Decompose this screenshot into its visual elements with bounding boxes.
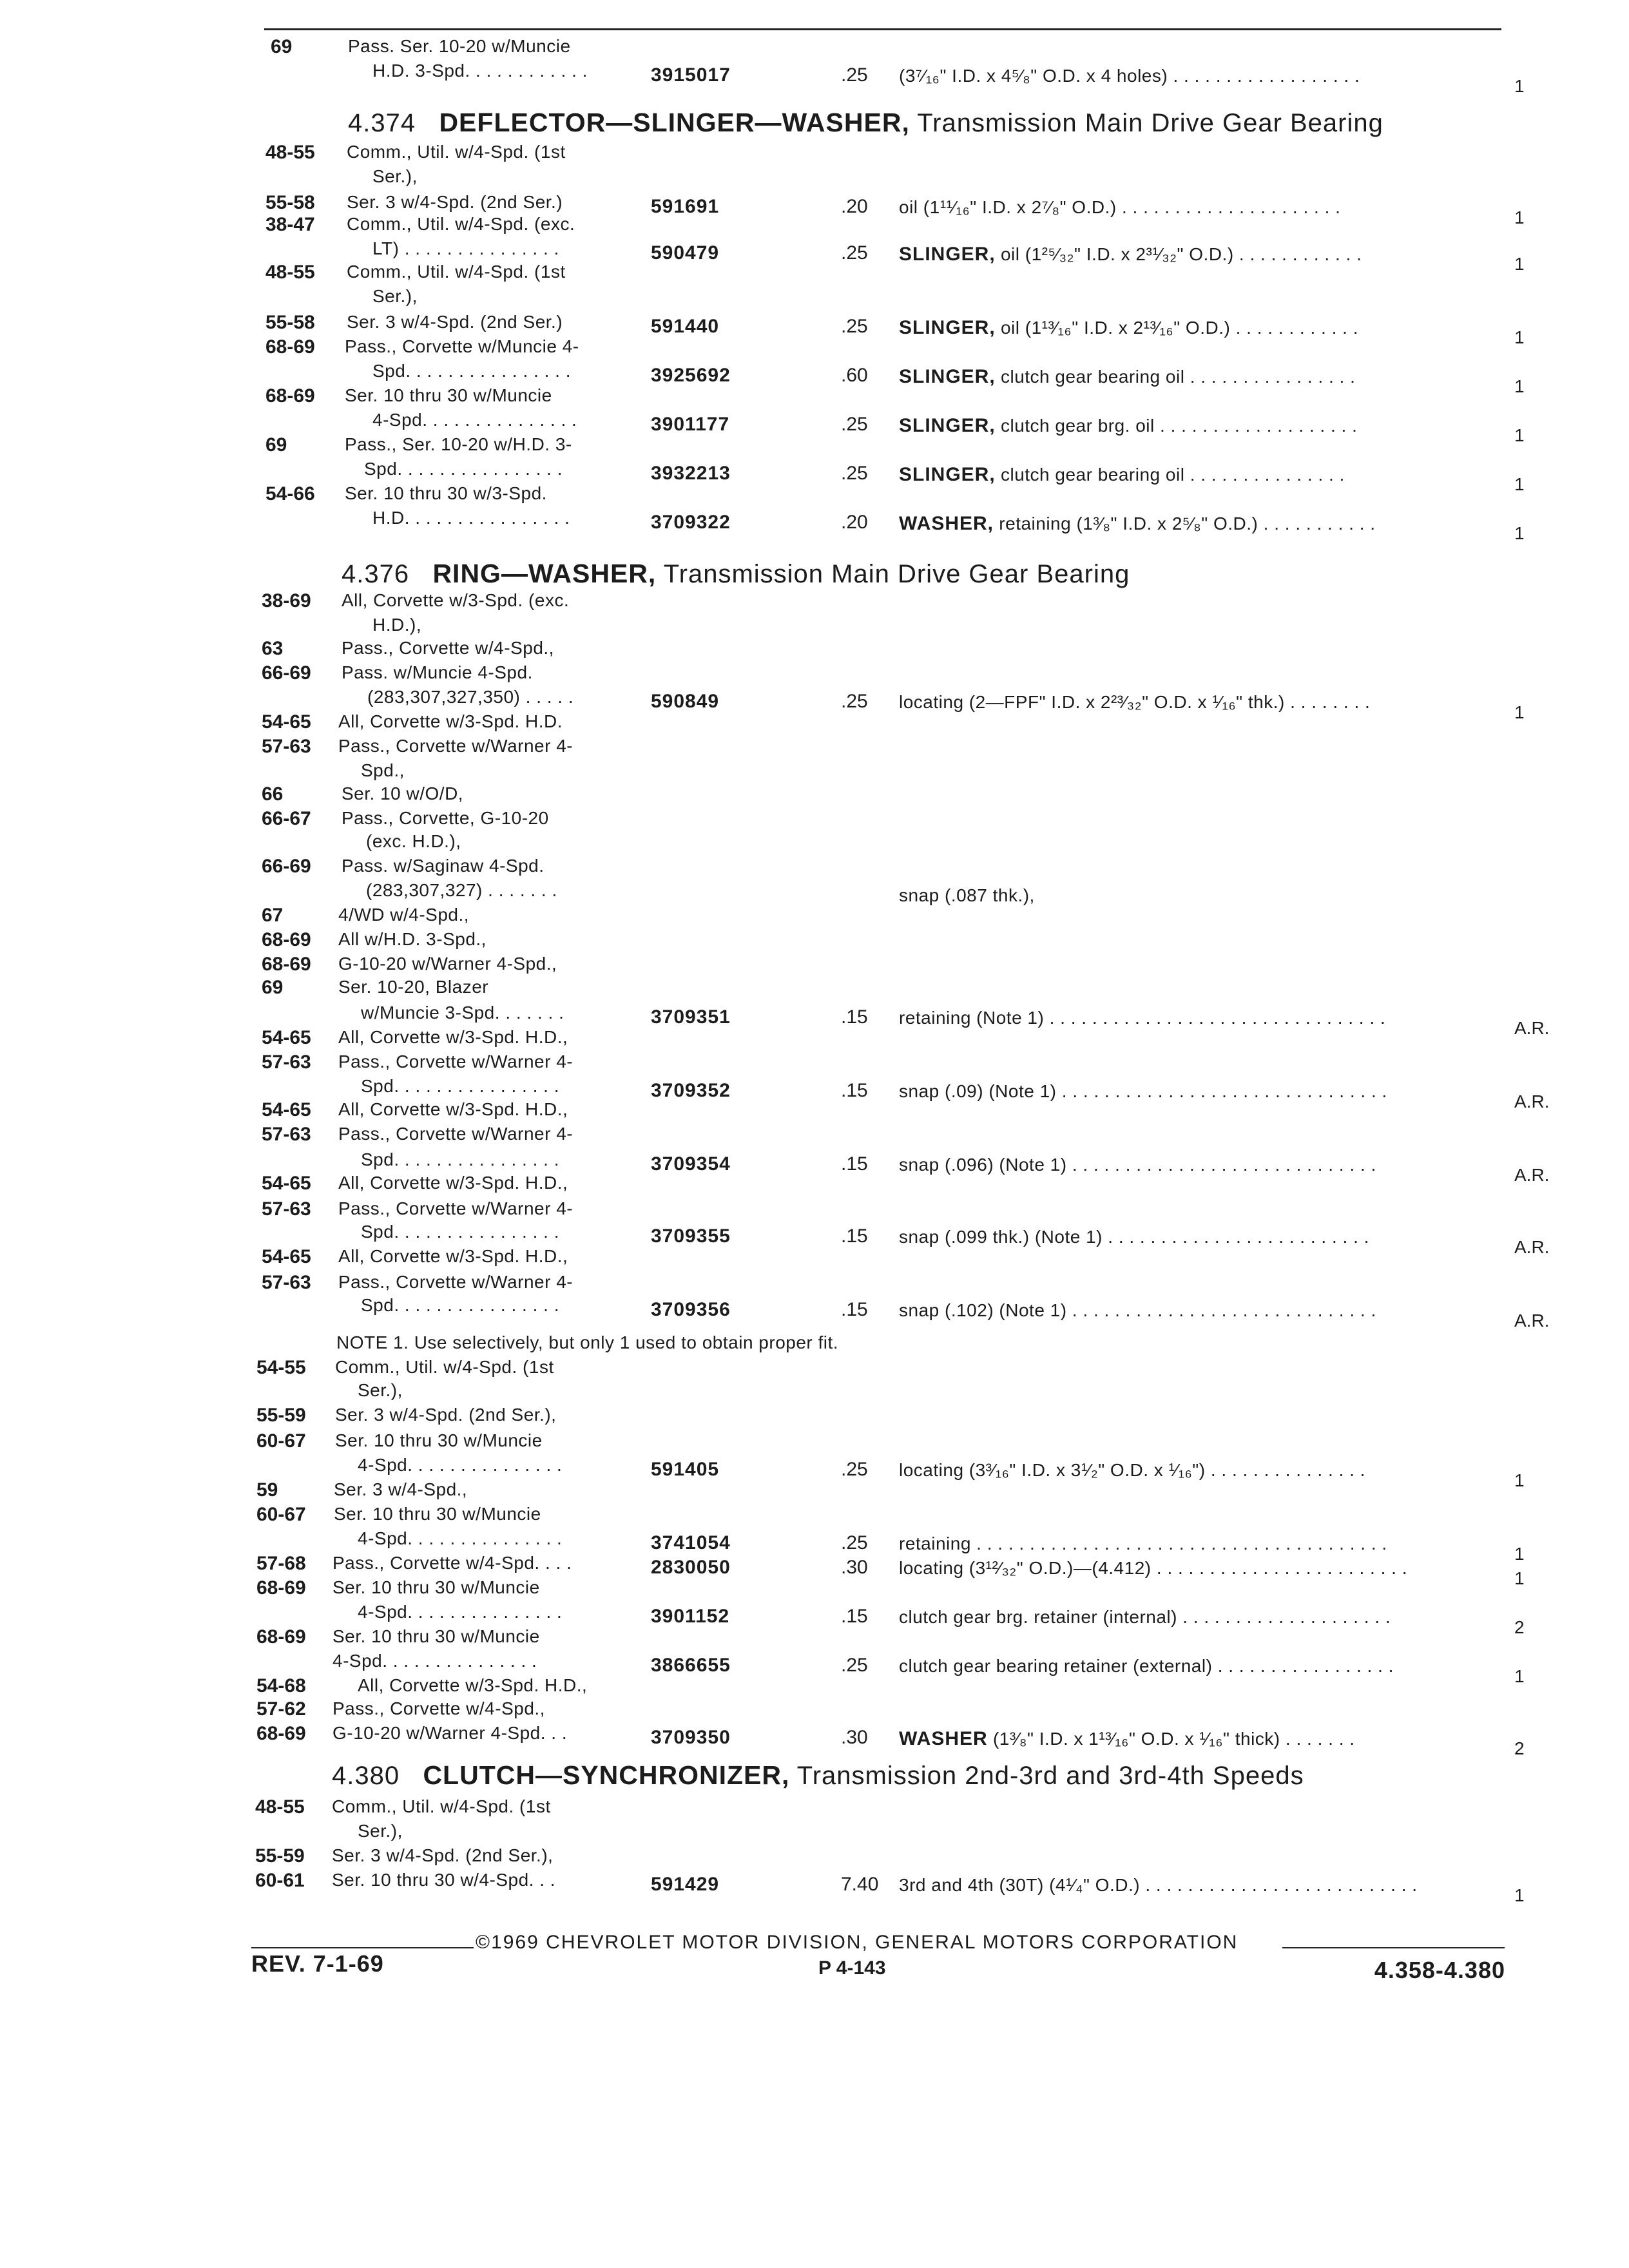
application-desc: All, Corvette w/3-Spd. H.D. bbox=[338, 711, 563, 731]
application-desc: All, Corvette w/3-Spd. H.D., bbox=[338, 1099, 568, 1119]
application-desc: 4-Spd. . . . . . . . . . . . . . . bbox=[333, 1651, 537, 1671]
application-desc: LT) . . . . . . . . . . . . . . . bbox=[372, 238, 559, 258]
quantity: 1 bbox=[1514, 207, 1525, 227]
application-desc: w/Muncie 3-Spd. . . . . . . bbox=[361, 1003, 564, 1023]
part-name: SLINGER, bbox=[899, 244, 996, 265]
part-name: WASHER bbox=[899, 1728, 988, 1749]
price: .25 bbox=[841, 242, 868, 264]
application-desc: Pass., Corvette w/4-Spd. . . . bbox=[333, 1553, 572, 1573]
application-desc: Comm., Util. w/4-Spd. (1st bbox=[335, 1357, 554, 1377]
part-number: 3709356 bbox=[651, 1299, 731, 1320]
quantity: 1 bbox=[1514, 254, 1525, 274]
application-desc: H.D. 3-Spd. . . . . . . . . . . . bbox=[372, 61, 588, 81]
quantity: 1 bbox=[1514, 702, 1525, 722]
part-number: 3925692 bbox=[651, 365, 731, 386]
application-desc: Comm., Util. w/4-Spd. (1st bbox=[347, 142, 566, 162]
model-years: 66-69 bbox=[262, 856, 311, 877]
price: .30 bbox=[841, 1727, 868, 1748]
model-years: 68-69 bbox=[262, 929, 311, 950]
part-number: 3866655 bbox=[651, 1655, 731, 1676]
quantity: 2 bbox=[1514, 1617, 1525, 1637]
section-number: 4.376 bbox=[342, 560, 410, 588]
price: .25 bbox=[841, 691, 868, 712]
part-name: SLINGER, bbox=[899, 366, 996, 387]
part-description bbox=[899, 1156, 1376, 1174]
part-name: SLINGER, bbox=[899, 317, 996, 338]
part-detail: snap (.09) (Note 1) . . . . . . . . . . . . . . . . . . . . . . . . . . . . . . . bbox=[899, 1081, 1387, 1101]
part-description bbox=[899, 1657, 1394, 1675]
model-years: 67 bbox=[262, 905, 284, 926]
application-desc: 4/WD w/4-Spd., bbox=[338, 905, 470, 925]
part-number: 3932213 bbox=[651, 463, 731, 484]
application-desc: Pass. w/Muncie 4-Spd. bbox=[342, 662, 533, 682]
application-desc: Spd., bbox=[361, 760, 405, 780]
model-years: 48-55 bbox=[265, 262, 315, 283]
model-years: 69 bbox=[262, 977, 284, 998]
application-desc: G-10-20 w/Warner 4-Spd., bbox=[338, 954, 557, 974]
price: .25 bbox=[841, 414, 868, 435]
model-years: 57-63 bbox=[262, 736, 311, 757]
part-description bbox=[899, 693, 1370, 711]
model-years: 38-69 bbox=[262, 590, 311, 611]
price: .15 bbox=[841, 1153, 868, 1175]
model-years: 66-67 bbox=[262, 808, 311, 829]
application-desc: All w/H.D. 3-Spd., bbox=[338, 929, 487, 949]
part-description bbox=[899, 514, 1376, 533]
part-description bbox=[899, 887, 1035, 905]
part-number: 3709350 bbox=[651, 1727, 731, 1748]
application-desc: Ser. 10-20, Blazer bbox=[338, 977, 489, 997]
model-years: 55-58 bbox=[265, 192, 315, 213]
application-desc: Spd. . . . . . . . . . . . . . . . bbox=[361, 1149, 559, 1169]
application-desc: Comm., Util. w/4-Spd. (1st bbox=[332, 1796, 551, 1816]
part-number: 3709322 bbox=[651, 512, 731, 533]
model-years: 54-65 bbox=[262, 1027, 311, 1048]
model-years: 38-47 bbox=[265, 214, 315, 235]
part-description bbox=[899, 416, 1357, 436]
price: .15 bbox=[841, 1225, 868, 1247]
part-detail: (1³⁄₈" I.D. x 1¹³⁄₁₆" O.D. x ¹⁄₁₆" thick) . . . . . . . bbox=[987, 1729, 1355, 1749]
quantity: 1 bbox=[1514, 523, 1525, 543]
model-years: 55-58 bbox=[265, 312, 315, 333]
part-number: 3901152 bbox=[651, 1606, 730, 1627]
application-desc: Ser. 10 thru 30 w/4-Spd. . . bbox=[332, 1870, 556, 1890]
part-detail: retaining . . . . . . . . . . . . . . . . . . . . . . . . . . . . . . . . . . . . . . . bbox=[899, 1533, 1387, 1553]
section-title: Transmission Main Drive Gear Bearing bbox=[909, 109, 1383, 137]
application-desc: Pass., Corvette w/Warner 4- bbox=[338, 1124, 574, 1144]
part-number: 590849 bbox=[651, 691, 720, 712]
application-desc: Pass., Corvette w/4-Spd., bbox=[342, 638, 554, 658]
quantity: A.R. bbox=[1514, 1237, 1550, 1257]
part-name: SLINGER, bbox=[899, 464, 996, 485]
price: .25 bbox=[841, 463, 868, 484]
section-title: Transmission Main Drive Gear Bearing bbox=[656, 560, 1130, 588]
part-number: 3709351 bbox=[651, 1006, 731, 1028]
application-desc: Spd. . . . . . . . . . . . . . . . bbox=[361, 1295, 559, 1315]
part-description bbox=[899, 367, 1355, 387]
part-description bbox=[899, 67, 1360, 85]
model-years: 54-68 bbox=[256, 1675, 306, 1696]
price: .30 bbox=[841, 1557, 868, 1578]
part-detail: clutch gear brg. retainer (internal) . . . . . . . . . . . . . . . . . . . . bbox=[899, 1607, 1391, 1627]
application-desc: All, Corvette w/3-Spd. (exc. bbox=[342, 590, 570, 610]
price: .25 bbox=[841, 1459, 868, 1480]
price: .25 bbox=[841, 1532, 868, 1553]
part-number: 2830050 bbox=[651, 1557, 731, 1578]
part-number: 591405 bbox=[651, 1459, 720, 1480]
quantity: A.R. bbox=[1514, 1091, 1550, 1111]
application-desc: Ser. 3 w/4-Spd. (2nd Ser.) bbox=[347, 312, 563, 332]
application-desc: Pass., Ser. 10-20 w/H.D. 3- bbox=[345, 434, 572, 454]
part-detail: clutch gear bearing oil . . . . . . . . . . . . . . . bbox=[995, 465, 1345, 485]
quantity: 1 bbox=[1514, 76, 1525, 96]
part-detail: locating (2—FPF" I.D. x 2²³⁄₃₂" O.D. x ¹⁄₁₆" thk.) . . . . . . . . bbox=[899, 692, 1371, 712]
part-number: 3709354 bbox=[651, 1153, 731, 1175]
price: .25 bbox=[841, 316, 868, 337]
model-years: 69 bbox=[265, 434, 287, 456]
application-desc: Pass., Corvette w/4-Spd., bbox=[333, 1698, 545, 1718]
part-detail: clutch gear brg. oil . . . . . . . . . . . . . . . . . . . bbox=[995, 416, 1358, 436]
application-desc: (283,307,327,350) . . . . . bbox=[367, 687, 574, 707]
section-range: 4.358-4.380 bbox=[1374, 1957, 1505, 1983]
part-description bbox=[899, 1302, 1376, 1320]
quantity: 1 bbox=[1514, 474, 1525, 494]
part-name: WASHER, bbox=[899, 513, 994, 534]
part-description bbox=[899, 245, 1362, 264]
part-number: 590479 bbox=[651, 242, 720, 264]
application-desc: Ser. 10 thru 30 w/Muncie bbox=[333, 1626, 540, 1646]
application-desc: Ser.), bbox=[372, 286, 418, 306]
application-desc: Ser. 3 w/4-Spd. (2nd Ser.), bbox=[335, 1405, 557, 1425]
application-desc: Ser. 10 thru 30 w/3-Spd. bbox=[345, 483, 547, 503]
model-years: 54-65 bbox=[262, 1173, 311, 1194]
quantity: 2 bbox=[1514, 1738, 1525, 1758]
footer-rule-left bbox=[251, 1947, 474, 1948]
application-desc: Pass., Corvette w/Warner 4- bbox=[338, 1272, 574, 1292]
application-desc: Spd. . . . . . . . . . . . . . . . bbox=[361, 1076, 559, 1096]
application-desc: Comm., Util. w/4-Spd. (exc. bbox=[347, 214, 575, 234]
copyright: ©1969 CHEVROLET MOTOR DIVISION, GENERAL MOTORS CORPORATION bbox=[476, 1932, 1239, 1953]
application-desc: All, Corvette w/3-Spd. H.D., bbox=[358, 1675, 588, 1695]
application-desc: Ser. 10 w/O/D, bbox=[342, 783, 464, 803]
model-years: 57-63 bbox=[262, 1198, 311, 1220]
model-years: 69 bbox=[271, 36, 293, 57]
part-number: 3709355 bbox=[651, 1225, 731, 1247]
application-desc: All, Corvette w/3-Spd. H.D., bbox=[338, 1246, 568, 1266]
part-description bbox=[899, 1608, 1391, 1626]
section-heading bbox=[342, 561, 1130, 587]
model-years: 48-55 bbox=[265, 142, 315, 163]
part-description bbox=[899, 198, 1340, 216]
model-years: 54-55 bbox=[256, 1357, 306, 1378]
application-desc: Ser.), bbox=[358, 1821, 403, 1841]
part-number: 591429 bbox=[651, 1874, 720, 1895]
model-years: 57-62 bbox=[256, 1698, 306, 1720]
part-number: 3741054 bbox=[651, 1532, 731, 1553]
part-name: SLINGER, bbox=[899, 415, 996, 436]
application-desc: Ser. 3 w/4-Spd. (2nd Ser.), bbox=[332, 1845, 554, 1865]
section-title-bold: RING—WASHER, bbox=[432, 559, 657, 588]
section-heading bbox=[332, 1762, 1304, 1789]
revision-date: REV. 7-1-69 bbox=[251, 1950, 384, 1977]
application-desc: 4-Spd. . . . . . . . . . . . . . . bbox=[358, 1528, 563, 1548]
part-number: 3709352 bbox=[651, 1080, 731, 1101]
quantity: 1 bbox=[1514, 1470, 1525, 1490]
quantity: 1 bbox=[1514, 327, 1525, 347]
quantity: A.R. bbox=[1514, 1311, 1550, 1331]
application-desc: Ser. 3 w/4-Spd. (2nd Ser.) bbox=[347, 192, 563, 212]
application-desc: Pass., Corvette w/Muncie 4- bbox=[345, 336, 579, 356]
application-desc: Ser. 10 thru 30 w/Muncie bbox=[334, 1504, 541, 1524]
part-description bbox=[899, 1535, 1387, 1553]
part-description bbox=[899, 1729, 1355, 1749]
part-detail: retaining (1³⁄₈" I.D. x 2⁵⁄₈" O.D.) . . . . . . . . . . . bbox=[994, 514, 1376, 533]
part-detail: (3⁷⁄₁₆" I.D. x 4⁵⁄₈" O.D. x 4 holes) . . . . . . . . . . . . . . . . . . bbox=[899, 66, 1360, 86]
model-years: 48-55 bbox=[255, 1796, 305, 1818]
application-desc: Spd. . . . . . . . . . . . . . . . bbox=[364, 459, 563, 479]
price: .25 bbox=[841, 1655, 868, 1676]
part-description bbox=[899, 1876, 1418, 1894]
model-years: 66-69 bbox=[262, 662, 311, 684]
model-years: 57-63 bbox=[262, 1124, 311, 1145]
application-desc: 4-Spd. . . . . . . . . . . . . . . bbox=[358, 1602, 563, 1622]
application-desc: All, Corvette w/3-Spd. H.D., bbox=[338, 1173, 568, 1193]
price: 7.40 bbox=[841, 1874, 879, 1895]
part-detail: 3rd and 4th (30T) (4¹⁄₄" O.D.) . . . . . . . . . . . . . . . . . . . . . . . . . . bbox=[899, 1875, 1418, 1895]
section-title-bold: CLUTCH—SYNCHRONIZER, bbox=[423, 1760, 790, 1790]
price: .15 bbox=[841, 1606, 868, 1627]
application-desc: Pass. w/Saginaw 4-Spd. bbox=[342, 856, 545, 876]
price: .15 bbox=[841, 1006, 868, 1028]
part-description bbox=[899, 1559, 1407, 1577]
model-years: 68-69 bbox=[256, 1626, 306, 1648]
part-detail: snap (.102) (Note 1) . . . . . . . . . . . . . . . . . . . . . . . . . . . . . bbox=[899, 1300, 1376, 1320]
application-desc: Ser. 10 thru 30 w/Muncie bbox=[335, 1430, 543, 1450]
part-number: 591440 bbox=[651, 316, 720, 337]
application-desc: Ser.), bbox=[372, 166, 418, 186]
application-desc: Comm., Util. w/4-Spd. (1st bbox=[347, 262, 566, 282]
part-detail: snap (.087 thk.), bbox=[899, 885, 1035, 905]
model-years: 63 bbox=[262, 638, 284, 659]
application-desc: Pass. Ser. 10-20 w/Muncie bbox=[348, 36, 571, 56]
part-description bbox=[899, 1082, 1387, 1100]
model-years: 55-59 bbox=[255, 1845, 305, 1867]
price: .15 bbox=[841, 1299, 868, 1320]
application-desc: (exc. H.D.), bbox=[366, 831, 461, 851]
application-desc: H.D.), bbox=[372, 615, 422, 635]
model-years: 60-67 bbox=[256, 1504, 306, 1525]
page-number: P 4-143 bbox=[818, 1957, 886, 1979]
model-years: 68-69 bbox=[265, 336, 315, 358]
application-desc: All, Corvette w/3-Spd. H.D., bbox=[338, 1027, 568, 1047]
price: .20 bbox=[841, 512, 868, 533]
top-rule bbox=[264, 28, 1501, 30]
part-detail: locating (3¹²⁄₃₂" O.D.)—(4.412) . . . . . . . . . . . . . . . . . . . . . . . . bbox=[899, 1558, 1408, 1578]
part-detail: locating (3³⁄₁₆" I.D. x 3¹⁄₂" O.D. x ¹⁄₁₆") . . . . . . . . . . . . . . . bbox=[899, 1460, 1365, 1480]
model-years: 68-69 bbox=[265, 385, 315, 407]
part-detail: clutch gear bearing retainer (external) . . . . . . . . . . . . . . . . . bbox=[899, 1656, 1394, 1676]
section-title-bold: DEFLECTOR—SLINGER—WASHER, bbox=[439, 108, 910, 137]
quantity: 1 bbox=[1514, 1544, 1525, 1564]
quantity: 1 bbox=[1514, 1885, 1525, 1905]
price: .20 bbox=[841, 196, 868, 217]
part-detail: oil (1¹³⁄₁₆" I.D. x 2¹³⁄₁₆" O.D.) . . . . . . . . . . . . bbox=[995, 318, 1358, 338]
part-detail: clutch gear bearing oil . . . . . . . . . . . . . . . . bbox=[995, 367, 1356, 387]
part-detail: oil (1²⁵⁄₃₂" I.D. x 2³¹⁄₃₂" O.D.) . . . . . . . . . . . . bbox=[995, 244, 1362, 264]
quantity: 1 bbox=[1514, 376, 1525, 396]
model-years: 57-68 bbox=[256, 1553, 306, 1574]
price: .25 bbox=[841, 64, 868, 86]
model-years: 57-63 bbox=[262, 1052, 311, 1073]
part-number: 3901177 bbox=[651, 414, 730, 435]
price: .15 bbox=[841, 1080, 868, 1101]
application-desc: Ser.), bbox=[358, 1380, 403, 1400]
quantity: A.R. bbox=[1514, 1165, 1550, 1185]
part-detail: snap (.099 thk.) (Note 1) . . . . . . . . . . . . . . . . . . . . . . . . . bbox=[899, 1227, 1369, 1247]
model-years: 59 bbox=[256, 1479, 278, 1501]
quantity: 1 bbox=[1514, 1568, 1525, 1588]
model-years: 54-66 bbox=[265, 483, 315, 505]
application-desc: Spd. . . . . . . . . . . . . . . . bbox=[372, 361, 571, 381]
application-desc: Ser. 3 w/4-Spd., bbox=[334, 1479, 468, 1499]
application-desc: 4-Spd. . . . . . . . . . . . . . . bbox=[358, 1455, 563, 1475]
application-desc: Spd. . . . . . . . . . . . . . . . bbox=[361, 1222, 559, 1242]
price: .60 bbox=[841, 365, 868, 386]
model-years: 68-69 bbox=[256, 1577, 306, 1599]
note-1: NOTE 1. Use selectively, but only 1 used to obtain proper fit. bbox=[336, 1332, 839, 1352]
model-years: 60-61 bbox=[255, 1870, 305, 1891]
section-number: 4.374 bbox=[348, 109, 416, 137]
quantity: A.R. bbox=[1514, 1018, 1550, 1038]
quantity: 1 bbox=[1514, 425, 1525, 445]
part-detail: retaining (Note 1) . . . . . . . . . . . . . . . . . . . . . . . . . . . . . . . . bbox=[899, 1008, 1386, 1028]
application-desc: Pass., Corvette w/Warner 4- bbox=[338, 1052, 574, 1072]
application-desc: H.D. . . . . . . . . . . . . . . . bbox=[372, 508, 570, 528]
part-description bbox=[899, 1009, 1385, 1027]
application-desc: Pass., Corvette w/Warner 4- bbox=[338, 1198, 574, 1218]
application-desc: (283,307,327) . . . . . . . bbox=[366, 880, 557, 900]
part-description bbox=[899, 465, 1345, 485]
application-desc: G-10-20 w/Warner 4-Spd. . . bbox=[333, 1723, 568, 1743]
footer-rule-right bbox=[1282, 1947, 1505, 1948]
model-years: 54-65 bbox=[262, 1246, 311, 1267]
model-years: 54-65 bbox=[262, 711, 311, 733]
section-number: 4.380 bbox=[332, 1762, 400, 1790]
part-number: 591691 bbox=[651, 196, 720, 217]
part-description bbox=[899, 1461, 1365, 1479]
application-desc: Pass., Corvette, G-10-20 bbox=[342, 808, 549, 828]
model-years: 55-59 bbox=[256, 1405, 306, 1426]
part-detail: snap (.096) (Note 1) . . . . . . . . . . . . . . . . . . . . . . . . . . . . . bbox=[899, 1155, 1376, 1175]
part-description bbox=[899, 318, 1358, 338]
application-desc: 4-Spd. . . . . . . . . . . . . . . bbox=[372, 410, 577, 430]
section-title: Transmission 2nd-3rd and 3rd-4th Speeds bbox=[789, 1762, 1304, 1790]
model-years: 66 bbox=[262, 783, 284, 805]
section-heading bbox=[348, 110, 1383, 136]
application-desc: Pass., Corvette w/Warner 4- bbox=[338, 736, 574, 756]
model-years: 68-69 bbox=[262, 954, 311, 975]
part-number: 3915017 bbox=[651, 64, 731, 86]
application-desc: Ser. 10 thru 30 w/Muncie bbox=[333, 1577, 540, 1597]
model-years: 60-67 bbox=[256, 1430, 306, 1452]
model-years: 54-65 bbox=[262, 1099, 311, 1120]
part-detail: oil (1¹¹⁄₁₆" I.D. x 2⁷⁄₈" O.D.) . . . . . . . . . . . . . . . . . . . . . bbox=[899, 197, 1341, 217]
application-desc: Ser. 10 thru 30 w/Muncie bbox=[345, 385, 552, 405]
part-description bbox=[899, 1228, 1369, 1246]
quantity: 1 bbox=[1514, 1666, 1525, 1686]
model-years: 68-69 bbox=[256, 1723, 306, 1744]
model-years: 57-63 bbox=[262, 1272, 311, 1293]
